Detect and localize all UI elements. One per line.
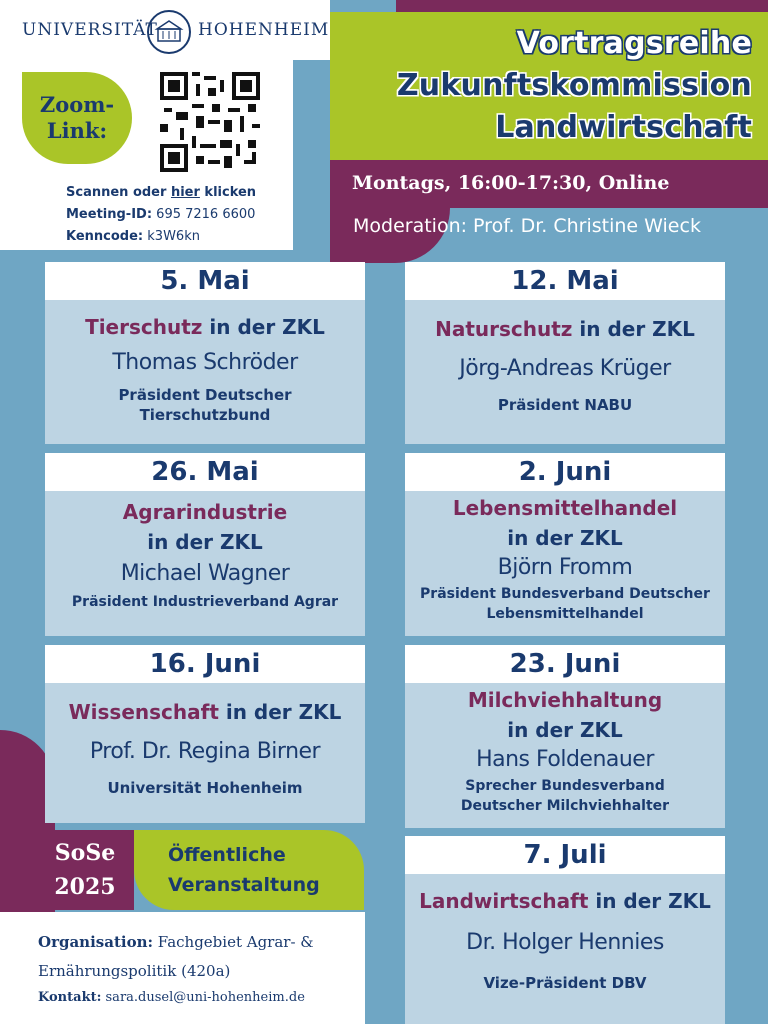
semester-badge	[36, 830, 134, 910]
event-date: 5. Mai	[45, 262, 365, 300]
event-card	[45, 645, 365, 823]
semester-line1: SoSe	[54, 840, 116, 866]
event-date: 2. Juni	[405, 453, 725, 491]
event-role: Präsident Industrieverband Agrar	[71, 594, 339, 610]
event-topic-rest: in der ZKL	[507, 718, 623, 742]
event-topic-highlight: Milchviehhaltung	[467, 688, 663, 712]
zoom-info	[66, 182, 256, 248]
scan-line	[66, 182, 256, 204]
meeting-id-value: 695 7216 6600	[156, 207, 256, 222]
event-speaker: Hans Foldenauer	[476, 747, 654, 772]
event-topic-rest: in der ZKL	[588, 889, 711, 913]
zoom-bubble	[22, 72, 132, 164]
event-card	[405, 645, 725, 828]
event-topic	[405, 314, 725, 344]
public-event-badge	[134, 830, 364, 910]
title-line3: Landwirtschaft	[495, 110, 752, 145]
public-line1: Öffentliche	[168, 844, 286, 866]
scan-prefix: Scannen oder	[66, 185, 171, 200]
university-seal-icon	[147, 10, 191, 54]
passcode-label: Kenncode:	[66, 229, 144, 244]
event-topic-rest: in der ZKL	[218, 700, 342, 724]
event-role: Universität Hohenheim	[107, 779, 303, 797]
event-speaker: Michael Wagner	[120, 561, 290, 586]
event-date: 26. Mai	[45, 453, 365, 491]
event-topic-rest: in der ZKL	[147, 530, 263, 554]
event-topic-highlight: Agrarindustrie	[122, 500, 288, 524]
decor-purple-top	[396, 0, 768, 12]
event-topic-highlight: Wissenschaft	[68, 700, 219, 724]
meeting-id-line	[66, 204, 256, 226]
contact-label: Kontakt:	[38, 990, 102, 1005]
event-date: 16. Juni	[45, 645, 365, 683]
event-role: Sprecher Bundesverband Deutscher Milchviehhalter	[460, 778, 670, 814]
event-speaker: Björn Fromm	[497, 555, 633, 580]
event-card	[405, 262, 725, 444]
logo-text-right: HOHENHEIM	[198, 20, 330, 40]
schedule-text: Montags, 16:00-17:30, Online	[352, 172, 670, 194]
public-line2: Veranstaltung	[168, 874, 320, 896]
contact-email-link[interactable]: sara.dusel@uni-hohenheim.de	[105, 990, 305, 1005]
event-role: Präsident Bundesverband Deutscher Lebensmittelhandel	[420, 586, 710, 622]
zoom-bubble-line2: Link:	[46, 118, 108, 143]
event-topic-rest: in der ZKL	[202, 315, 325, 339]
event-topic-highlight: Naturschutz	[435, 317, 573, 341]
event-card	[45, 453, 365, 636]
event-date: 7. Juli	[405, 836, 725, 874]
passcode-value: k3W6kn	[147, 229, 200, 244]
zoom-bubble-line1: Zoom-	[39, 91, 115, 117]
event-role: Vize-Präsident DBV	[483, 974, 647, 992]
semester-line2: 2025	[54, 874, 116, 900]
organisation-value: Fachgebiet Agrar- & Ernährungspolitik (420a)	[38, 933, 314, 980]
title-line2: Zukunftskommission	[396, 68, 752, 103]
contact-text	[38, 990, 305, 1005]
passcode-line	[66, 226, 256, 248]
event-topic	[45, 312, 365, 342]
event-topic-rest: in der ZKL	[572, 317, 695, 341]
event-topic	[405, 685, 725, 745]
event-speaker: Dr. Holger Hennies	[466, 930, 664, 955]
event-card	[405, 836, 725, 1024]
organisation-label: Organisation:	[38, 933, 154, 951]
event-topic	[405, 886, 725, 916]
qr-code-icon[interactable]	[160, 72, 260, 172]
event-topic	[405, 493, 725, 553]
event-role: Präsident Deutscher Tierschutzbund	[118, 386, 292, 424]
title-panel	[330, 12, 768, 160]
zoom-link[interactable]: hier	[170, 185, 200, 200]
event-topic-highlight: Landwirtschaft	[419, 889, 589, 913]
logo-panel	[0, 0, 330, 60]
event-date: 23. Juni	[405, 645, 725, 683]
event-speaker: Thomas Schröder	[112, 350, 298, 375]
event-topic-highlight: Tierschutz	[85, 315, 203, 339]
event-speaker: Prof. Dr. Regina Birner	[89, 739, 321, 764]
event-date: 12. Mai	[405, 262, 725, 300]
event-card	[405, 453, 725, 636]
event-role: Präsident NABU	[497, 396, 633, 414]
meeting-id-label: Meeting-ID:	[66, 207, 153, 222]
event-topic	[45, 697, 365, 727]
logo-text-left: UNIVERSITÄT	[22, 20, 158, 40]
event-topic-rest: in der ZKL	[507, 526, 623, 550]
event-topic	[45, 497, 365, 557]
title-line1: Vortragsreihe	[516, 26, 752, 61]
organisation-text	[38, 928, 363, 986]
scan-suffix: klicken	[199, 185, 257, 200]
moderation-text: Moderation: Prof. Dr. Christine Wieck	[353, 215, 701, 237]
event-speaker: Jörg-Andreas Krüger	[459, 356, 671, 381]
event-card	[45, 262, 365, 444]
event-topic-highlight: Lebensmittelhandel	[452, 496, 678, 520]
